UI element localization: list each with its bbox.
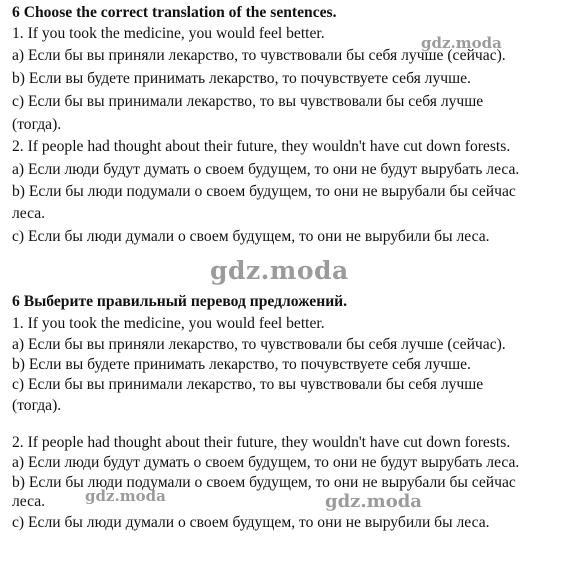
question-2-option-a: a) Если люди будут думать о своем будущем, то они не будут вырубать леса.	[12, 161, 520, 178]
question-2-prompt-ru: 2. If people had thought about their future, they wouldn't have cut down forests.	[12, 434, 511, 451]
watermark-center: gdz.moda	[210, 256, 349, 285]
question-2-prompt: 2. If people had thought about their future, they wouldn't have cut down forests.	[12, 138, 511, 155]
question-2-option-a-ru: a) Если люди будут думать о своем будущем, то они не будут вырубать леса.	[12, 454, 520, 471]
exercise-heading-en: 6 Choose the correct translation of the sentences.	[12, 4, 337, 21]
question-2-option-b-ru: b) Если бы люди подумали о своем будущем, то они не вырубали бы сейчас	[12, 474, 516, 491]
question-1-option-c-ru: c) Если бы вы принимали лекарство, то вы чувствовали бы себя лучше	[12, 376, 484, 393]
question-1-option-a: a) Если бы вы приняли лекарство, то чувствовали бы себя лучше (сейчас).	[12, 47, 506, 64]
question-1-option-b-ru: b) Если вы будете принимать лекарство, то почувствуете себя лучше.	[12, 356, 471, 373]
question-1-prompt-ru: 1. If you took the medicine, you would feel better.	[12, 315, 325, 332]
question-1-option-b: b) Если вы будете принимать лекарство, то почувствуете себя лучше.	[12, 70, 471, 87]
watermark-top-right: gdz.moda	[421, 34, 502, 52]
question-2-option-c-ru: c) Если бы люди думали о своем будущем, то они не вырубили бы леса.	[12, 514, 490, 531]
question-2-option-b-continued: леса.	[12, 205, 46, 222]
question-1-option-a-ru: a) Если бы вы приняли лекарство, то чувствовали бы себя лучше (сейчас).	[12, 336, 506, 353]
question-1-option-c-continued: (тогда).	[12, 116, 62, 133]
question-2-option-c: c) Если бы люди думали о своем будущем, то они не вырубили бы леса.	[12, 228, 490, 245]
question-1-option-c-continued-ru: (тогда).	[12, 397, 62, 414]
question-1-prompt: 1. If you took the medicine, you would feel better.	[12, 25, 325, 42]
watermark-bottom-right: gdz.moda	[325, 491, 422, 512]
question-2-option-b-continued-ru: леса.	[12, 493, 46, 510]
watermark-bottom-left: gdz.moda	[85, 487, 166, 505]
exercise-heading-ru: 6 Выберите правильный перевод предложений.	[12, 293, 348, 310]
question-1-option-c: c) Если бы вы принимали лекарство, то вы чувствовали бы себя лучше	[12, 93, 484, 110]
question-2-option-b: b) Если бы люди подумали о своем будущем, то они не вырубали бы сейчас	[12, 183, 516, 200]
